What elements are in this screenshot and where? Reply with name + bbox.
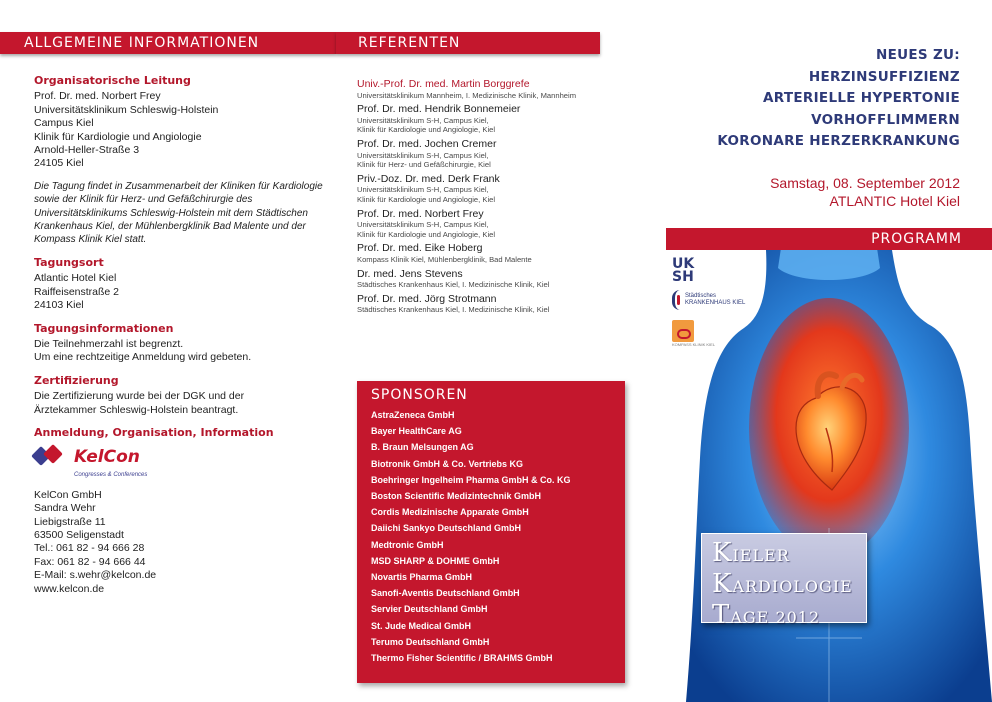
info-title: Tagungsinformationen	[34, 321, 174, 335]
sponsor-item: Daiichi Sankyo Deutschland GmbH	[371, 523, 522, 534]
contact-email[interactable]: E-Mail: s.wehr@kelcon.de	[34, 569, 157, 582]
referent-institution: Universitätsklinikum S-H, Campus Kiel,	[357, 150, 489, 160]
referent-institution: Kompass Klinik Kiel, Mühlenbergklinik, Bad Malente	[357, 254, 532, 264]
sponsor-item: MSD SHARP & DOHME GmbH	[371, 555, 500, 566]
registration-title: Anmeldung, Organisation, Information	[34, 425, 274, 439]
referent-item	[357, 293, 627, 315]
referent-name: Prof. Dr. med. Hendrik Bonnemeier	[357, 103, 521, 116]
referent-institution: Klinik für Kardiologie und Angiologie, Kiel	[357, 194, 496, 204]
event-venue: ATLANTIC Hotel Kiel	[829, 193, 960, 209]
referent-institution: Universitätsklinikum S-H, Campus Kiel,	[357, 185, 489, 195]
referent-name: Univ.-Prof. Dr. med. Martin Borggrefe	[357, 78, 530, 90]
referent-institution: Städtisches Krankenhaus Kiel, I. Medizinische Klinik, Kiel	[357, 305, 550, 315]
contact-line: Liebigstraße 11	[34, 515, 106, 528]
topic-item: HERZINSUFFIZIENZ	[808, 68, 960, 85]
topic-item: KORONARE HERZERKRANKUNG	[717, 133, 960, 150]
referent-item	[357, 242, 627, 264]
referent-institution: Klinik für Kardiologie und Angiologie, Kiel	[357, 229, 496, 239]
referent-item	[357, 208, 627, 240]
section-band-general-info: ALLGEMEINE INFORMATIONEN	[0, 32, 336, 54]
sponsor-item: Thermo Fisher Scientific / BRAHMS GmbH	[371, 653, 553, 664]
kelcon-logo-text: KelCon	[74, 447, 140, 468]
sponsor-item: St. Jude Medical GmbH	[371, 620, 472, 631]
org-line: 24105 Kiel	[34, 157, 84, 170]
referent-name: Prof. Dr. med. Norbert Frey	[357, 207, 484, 220]
venue-line: Atlantic Hotel Kiel	[34, 272, 117, 285]
referent-item	[357, 138, 627, 170]
kelcon-logo-subtitle: Congresses & Conferences	[74, 472, 148, 479]
referent-name: Prof. Dr. med. Jochen Cremer	[357, 137, 497, 150]
kelcon-logo	[34, 443, 324, 471]
sponsor-item: AstraZeneca GmbH	[371, 410, 455, 420]
kompass-logo-icon	[672, 320, 694, 342]
contact-phone: Tel.: 061 82 - 94 666 28	[34, 542, 145, 555]
contact-block	[34, 489, 324, 596]
sponsor-item: Novartis Pharma GmbH	[371, 572, 473, 583]
kelcon-logo-icon	[34, 445, 68, 469]
org-line: Universitätsklinikum Schleswig-Holstein	[34, 103, 219, 116]
referent-institution: Universitätsklinikum S-H, Campus Kiel,	[357, 220, 489, 230]
sponsor-item: Boehringer Ingelheim Pharma GmbH & Co. KG	[371, 474, 571, 485]
skk-logo	[672, 290, 745, 310]
sponsor-item: Cordis Medizinische Apparate GmbH	[371, 507, 529, 518]
topic-heading: NEUES ZU:	[876, 47, 960, 63]
referent-name: Prof. Dr. med. Jörg Strotmann	[357, 292, 497, 305]
uksh-logo	[672, 258, 745, 284]
sponsor-item: Servier Deutschland GmbH	[371, 604, 488, 615]
sponsor-item: Sanofi-Aventis Deutschland GmbH	[371, 588, 520, 599]
referent-institution: Städtisches Krankenhaus Kiel, I. Medizinische Klinik, Kiel	[357, 280, 550, 290]
registration-section	[34, 426, 324, 596]
event-title-box	[701, 533, 867, 630]
topic-item: VORHOFFLIMMERN	[811, 111, 960, 128]
title-line: KARDIOLOGIE	[712, 569, 853, 599]
general-info-column	[34, 74, 324, 605]
contact-website[interactable]: www.kelcon.de	[34, 582, 105, 595]
section-band-referents: REFERENTEN	[336, 32, 600, 54]
venue-title: Tagungsort	[34, 255, 104, 269]
info-section	[34, 322, 324, 365]
topic-item: ARTERIELLE HYPERTONIE	[763, 90, 960, 107]
venue-line: Raiffeisenstraße 2	[34, 285, 120, 298]
referent-name: Dr. med. Jens Stevens	[357, 267, 463, 280]
contact-fax: Fax: 061 82 - 94 666 44	[34, 555, 146, 568]
referent-institution: Klinik für Herz- und Gefäßchirurgie, Kiel	[357, 160, 491, 170]
sponsor-item: Biotronik GmbH & Co. Vertriebs KG	[371, 458, 524, 469]
uksh-logo-bottom: SH	[672, 269, 694, 285]
sponsor-item: Terumo Deutschland GmbH	[371, 636, 490, 647]
contact-line: KelCon GmbH	[34, 488, 102, 501]
sponsors-title: SPONSOREN	[371, 387, 468, 403]
referent-institution: Klinik für Kardiologie und Angiologie, Kiel	[357, 125, 496, 135]
sponsor-item: Medtronic GmbH	[371, 539, 444, 550]
cert-line: Die Zertifizierung wurde bei der DGK und der	[34, 390, 245, 403]
org-line: Campus Kiel	[34, 117, 94, 130]
referent-institution: Universitätsklinikum Mannheim, I. Medizinische Klinik, Mannheim	[357, 90, 577, 100]
org-line: Klinik für Kardiologie und Angiologie	[34, 130, 202, 143]
org-note: Die Tagung findet in Zusammenarbeit der Kliniken für Kardiologie sowie der Klinik für Herz- und Gefäßchirurgie des Universitätsklinikums Schleswig-Holstein mit dem Städtischen Krankenhaus Kiel, der Mühlenbergklinik Bad Malente und der Kompass Klinik Kiel statt.	[34, 180, 323, 246]
contact-line: 63500 Seligenstadt	[34, 528, 124, 541]
title-line: KIELER	[712, 538, 790, 568]
org-line: Arnold-Heller-Straße 3	[34, 144, 140, 157]
referent-name: Priv.-Doz. Dr. med. Derk Frank	[357, 172, 500, 185]
info-line: Um eine rechtzeitige Anmeldung wird gebeten.	[34, 351, 252, 364]
event-date-venue	[770, 174, 960, 210]
referent-item	[357, 173, 627, 205]
org-section	[34, 74, 324, 171]
skk-line: KRANKENHAUS KIEL	[685, 300, 746, 306]
org-line: Prof. Dr. med. Norbert Frey	[34, 90, 161, 103]
contact-line: Sandra Wehr	[34, 502, 96, 515]
topics-list	[717, 45, 960, 153]
uksh-logo-top: UK	[672, 256, 695, 272]
referent-item	[357, 268, 627, 290]
venue-section	[34, 256, 324, 313]
kompass-logo-text: KOMPASS KLINIK KIEL	[672, 342, 716, 347]
skk-logo-icon	[672, 290, 682, 310]
sponsor-item: Boston Scientific Medizintechnik GmbH	[371, 491, 542, 502]
skk-line: Städtisches	[685, 293, 717, 299]
sponsor-item: Bayer HealthCare AG	[371, 426, 462, 437]
org-title: Organisatorische Leitung	[34, 74, 191, 87]
referent-name: Prof. Dr. med. Eike Hoberg	[357, 242, 483, 255]
cert-section	[34, 374, 324, 417]
referent-item	[357, 78, 627, 100]
venue-line: 24103 Kiel	[34, 299, 84, 312]
cert-line: Ärztekammer Schleswig-Holstein beantragt.	[34, 403, 239, 416]
title-line: TAGE 2012	[712, 600, 821, 630]
referent-institution: Universitätsklinikum S-H, Campus Kiel,	[357, 115, 489, 125]
sponsor-item: B. Braun Melsungen AG	[371, 442, 474, 453]
referents-list	[357, 78, 627, 318]
partner-logos	[672, 258, 745, 347]
cert-title: Zertifizierung	[34, 373, 119, 387]
skk-logo-text	[685, 293, 745, 307]
sponsors-box	[357, 381, 625, 683]
info-line: Die Teilnehmerzahl ist begrenzt.	[34, 337, 184, 350]
event-date: Samstag, 08. September 2012	[770, 175, 960, 191]
referent-item	[357, 103, 627, 135]
section-band-program: PROGRAMM	[666, 228, 992, 250]
